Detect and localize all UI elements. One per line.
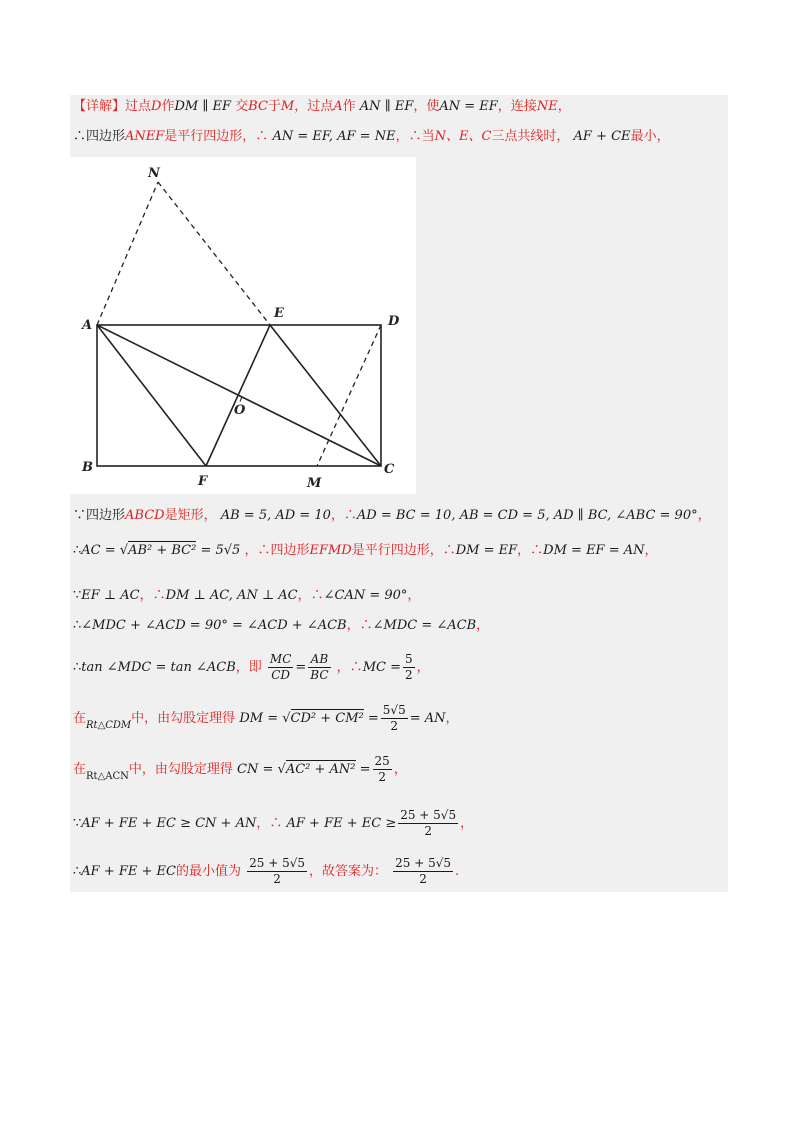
fraction-5root5-2: $\frac{5√5}{2}$ <box>382 703 406 733</box>
solution-line-2: ∴四边形ANEF是平行四边形，∴ AN = EF, AF = NE，∴当N、E、C三点共线时， AF + CE最小， <box>73 129 670 144</box>
solution-line-6: ∴∠MDC + ∠ACD = 90° = ∠ACD + ∠ACB，∴∠MDC = ∠ACB， <box>73 618 490 633</box>
fraction-5-2: $\frac{5}{2}$ <box>404 652 413 682</box>
geometry-figure <box>70 157 416 494</box>
label-c: C <box>384 462 395 477</box>
dashed-segment-dm <box>317 325 381 466</box>
label-n: N <box>148 166 160 181</box>
label-e: E <box>274 306 284 321</box>
label-d: D <box>388 314 400 329</box>
solution-line-4: ∴AC = √AB² + BC² = 5√5 ，∴四边形EFMD是平行四边形，∴DM = EF，∴DM = EF = AN， <box>73 543 658 558</box>
fraction-25-2: $\frac{25}{2}$ <box>374 754 390 784</box>
label-f: F <box>198 474 208 489</box>
dashed-segment-ne <box>158 182 270 325</box>
segment-ec <box>270 325 381 466</box>
fraction-answer: $\frac{25 + 5√5}{2}$ <box>395 856 452 886</box>
geometry-diagram <box>70 157 416 494</box>
segment-af <box>97 325 206 466</box>
solution-line-11: ∴AF + FE + EC的最小值为 $\frac{25 + 5√5}{2}$ ，故答案为： $\frac{25 + 5√5}{2}$ . <box>73 856 460 886</box>
label-o: O <box>234 403 246 418</box>
label-a: A <box>82 318 93 333</box>
fraction-mc-cd: $\frac{MC}{CD}$ <box>269 652 292 682</box>
fraction-ab-bc: $\frac{AB}{BC}$ <box>310 652 329 682</box>
fraction-min-2: $\frac{25 + 5√5}{2}$ <box>249 856 305 886</box>
label-m: M <box>307 476 322 491</box>
solution-line-1: 【详解】过点D作DM ∥ EF 交BC于M，过点A作 AN ∥ EF，使AN = EF，连接NE， <box>73 99 571 114</box>
solution-line-8: 在$_{Rt\triangle CDM}$中，由勾股定理得 DM = √CD² + CM² = $\frac{5√5}{2}$ = AN， <box>73 703 459 733</box>
solution-line-9: 在$_{Rt\triangle ACN}$中，由勾股定理得 CN = √AC² + AN² = $\frac{25}{2}$ ， <box>73 754 407 784</box>
fraction-min-1: $\frac{25 + 5√5}{2}$ <box>400 808 457 838</box>
solution-line-7: ∴tan ∠MDC = tan ∠ACB，即 $\frac{MC}{CD}$ = $\frac{AB}{BC}$ ，∴MC = $\frac{5}{2}$ ， <box>73 652 430 682</box>
label-b: B <box>82 460 93 475</box>
dashed-segment-an <box>97 182 158 325</box>
solution-line-3: ∵四边形ABCD是矩形， AB = 5, AD = 10，∴AD = BC = 10, AB = CD = 5, AD ∥ BC, ∠ABC = 90°， <box>73 508 711 523</box>
solution-line-5: ∵EF ⊥ AC，∴DM ⊥ AC, AN ⊥ AC，∴∠CAN = 90°， <box>73 588 421 603</box>
solution-line-10: ∵AF + FE + EC ≥ CN + AN，∴ AF + FE + EC ≥ $\frac{25 + 5√5}{2}$ ， <box>73 808 474 838</box>
